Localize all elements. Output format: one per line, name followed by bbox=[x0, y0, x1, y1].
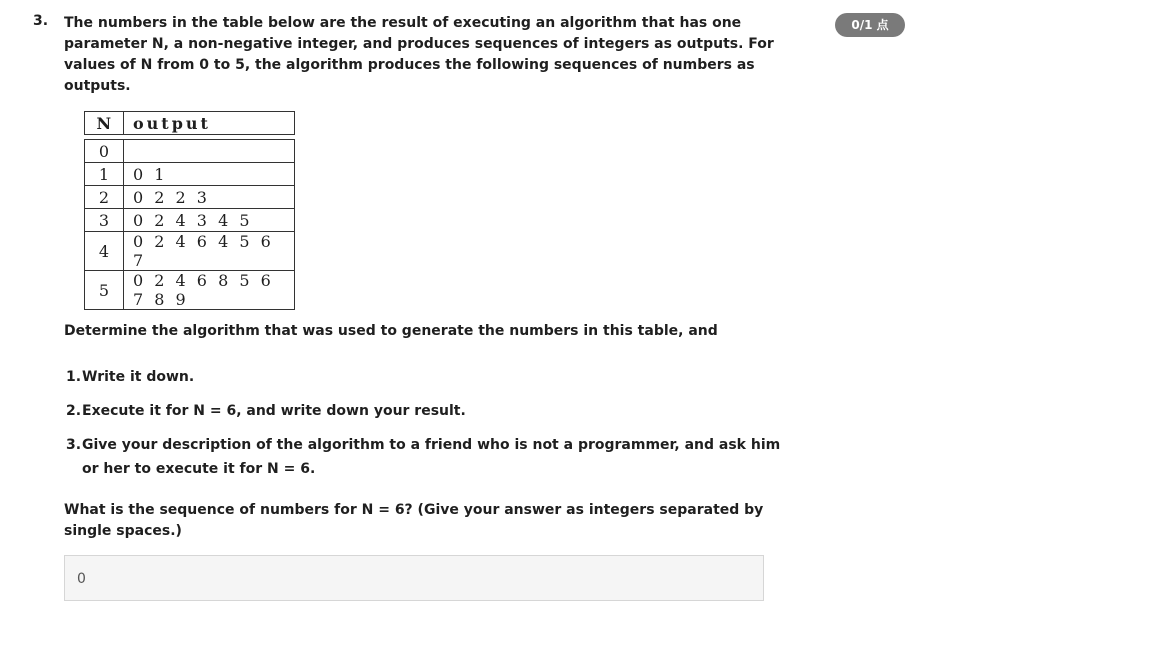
sequence-table bbox=[84, 111, 295, 310]
question-number: 3. bbox=[33, 13, 49, 29]
row-output: 0 2 4 6 4 5 6 7 bbox=[124, 232, 295, 271]
points-badge: 0/1 点 bbox=[835, 13, 905, 37]
row-n: 5 bbox=[85, 271, 124, 310]
answer-input[interactable]: 0 bbox=[64, 555, 764, 601]
table-header-row bbox=[85, 112, 295, 135]
step-text: Execute it for N = 6, and write down your result. bbox=[82, 403, 466, 419]
table-row bbox=[85, 163, 295, 186]
table-row bbox=[85, 232, 295, 271]
instruction-steps bbox=[66, 365, 786, 491]
question-prompt: The numbers in the table below are the result of executing an algorithm that has one parameter N, a non-negative integer, and produces sequences of integers as outputs. For values of N from 0 to 5, the algorithm produces the following sequences of numbers as outputs. bbox=[64, 15, 774, 94]
header-output: output bbox=[124, 112, 295, 135]
row-output bbox=[124, 140, 295, 163]
row-n: 0 bbox=[85, 140, 124, 163]
instructions-intro: Determine the algorithm that was used to generate the numbers in this table, and bbox=[64, 323, 718, 339]
row-n: 2 bbox=[85, 186, 124, 209]
table-row bbox=[85, 271, 295, 310]
step-number: 1. bbox=[66, 369, 82, 385]
row-n: 4 bbox=[85, 232, 124, 271]
list-item bbox=[66, 399, 786, 423]
table-row bbox=[85, 209, 295, 232]
row-n: 3 bbox=[85, 209, 124, 232]
row-output: 0 1 bbox=[124, 163, 295, 186]
step-number: 2. bbox=[66, 403, 82, 419]
row-n: 1 bbox=[85, 163, 124, 186]
header-n: N bbox=[85, 112, 124, 135]
row-output: 0 2 4 6 8 5 6 7 8 9 bbox=[124, 271, 295, 310]
row-output: 0 2 4 3 4 5 bbox=[124, 209, 295, 232]
step-text: Give your description of the algorithm to a friend who is not a programmer, and ask him or her to execute it for N = 6. bbox=[82, 437, 781, 477]
list-item bbox=[66, 433, 786, 481]
step-number: 3. bbox=[66, 437, 82, 453]
row-output: 0 2 2 3 bbox=[124, 186, 295, 209]
step-text: Write it down. bbox=[82, 369, 195, 385]
table-row bbox=[85, 186, 295, 209]
table-row bbox=[85, 140, 295, 163]
answer-prompt: What is the sequence of numbers for N = 6? (Give your answer as integers separated by single spaces.) bbox=[64, 502, 764, 539]
list-item bbox=[66, 365, 786, 389]
